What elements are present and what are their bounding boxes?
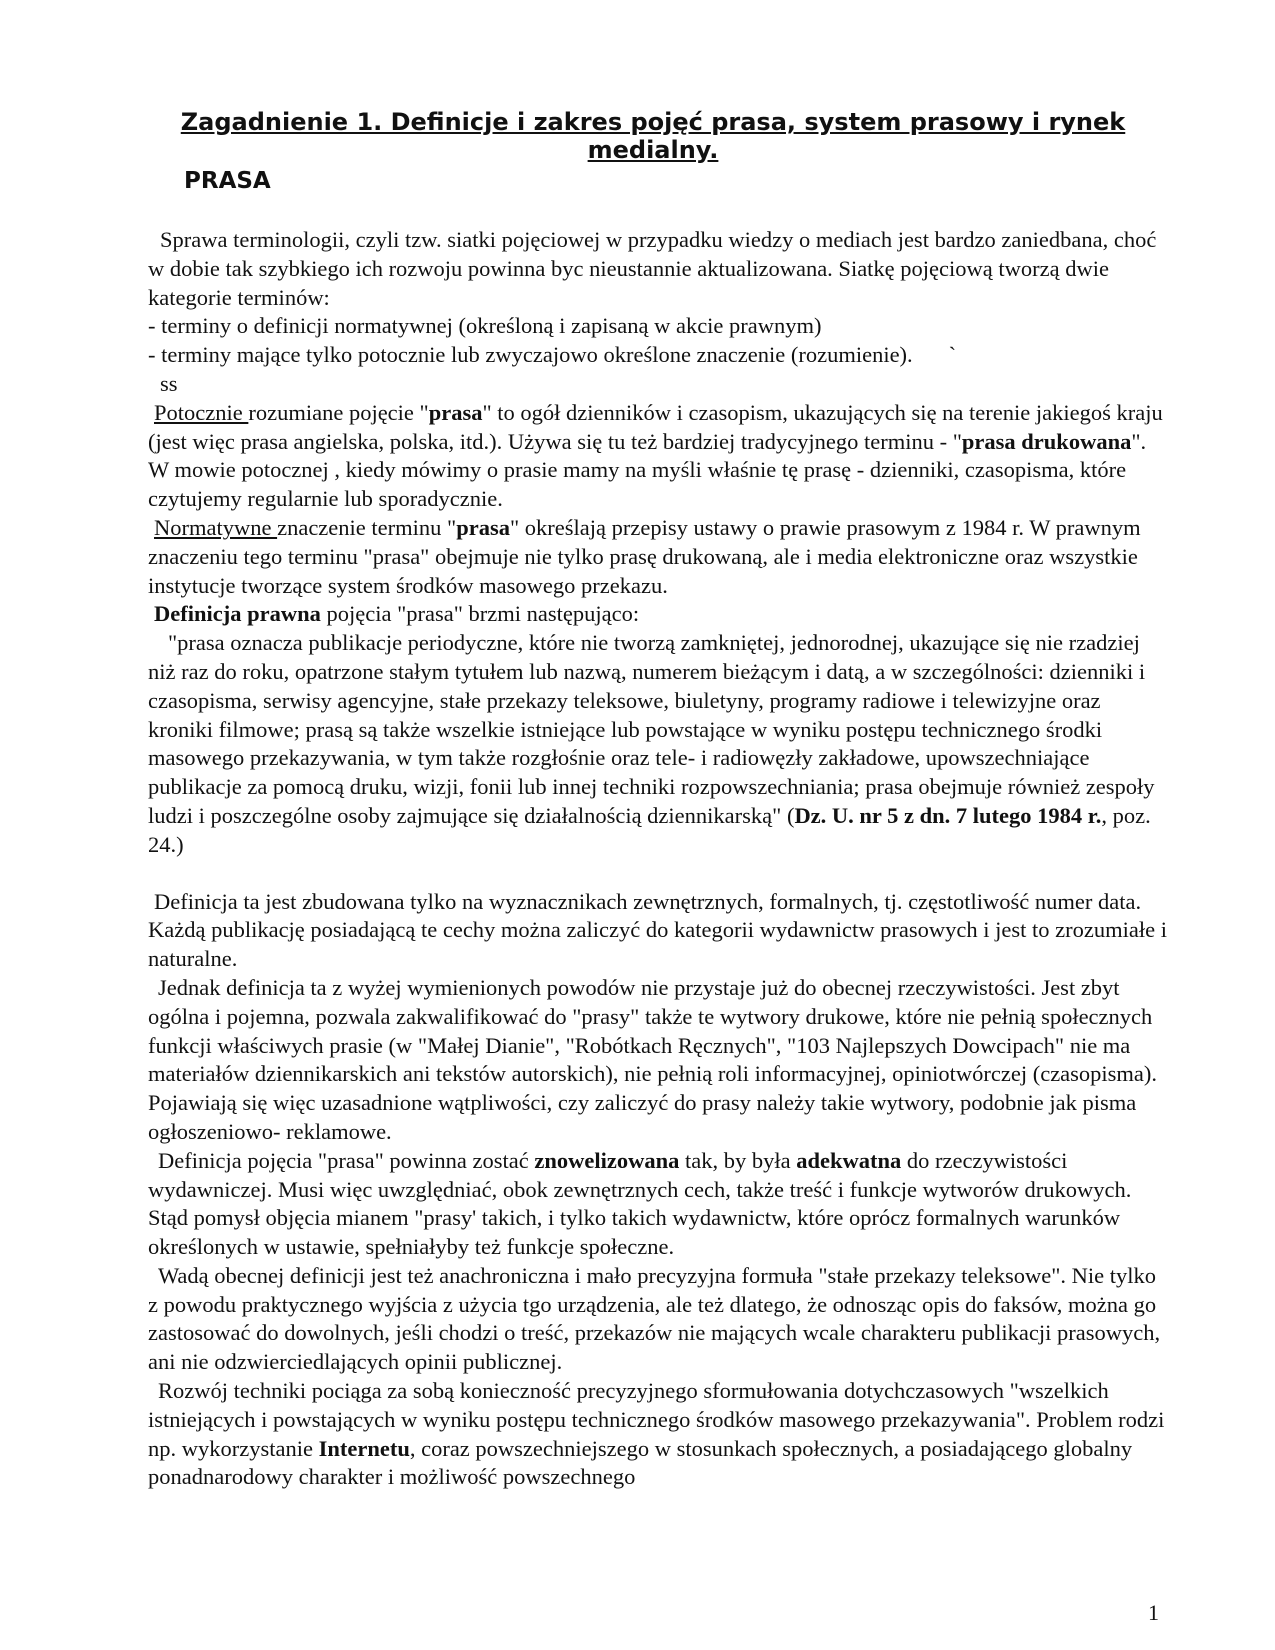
stray-text: ss	[160, 370, 178, 396]
section-heading: PRASA	[184, 168, 271, 194]
paragraph-wada: Wadą obecnej definicji jest też anachroniczna i mało precyzyjna formuła "stałe przekazy teleksowe". Nie tylko z powodu praktycznego wyjścia z użycia tgo urządzenia, ale też dlatego, że odnosząc opis do faksów, można go zastosować do dowolnych, jeśli chodzi o treść, przekazów nie mających wcale charakteru publikacji prasowych, ani nie odzwierciedlających opinii publicznej.	[148, 1262, 1161, 1375]
bold-term: prasa	[428, 399, 483, 425]
text-run: tak, by była	[679, 1147, 797, 1173]
text-run: "prasa oznacza publikacje periodyczne, które nie tworzą zamkniętej, jednorodnej, ukazujące się nie rzadziej niż raz do roku, opatrzone stałym tytułem lub nazwą, numerem bieżącym i datą, a w szczególności: dzienniki i czasopisma, serwisy agencyjne, stałe przekazy teleksowe, biuletyny, programy radiowe i telewizyjne oraz kroniki filmowe; prasą są także wszelkie istniejące lub powstające w wyniku postępu technicznego środki masowego przekazywania, w tym także rozgłośnie oraz tele- i radiowęzły zakładowe, upowszechniające publikacje za pomocą druku, wizji, fonii lub innej techniki rozpowszechniania; prasa obejmuje również zespoły ludzi i poszczególne osoby zajmujące się działalnością dziennikarską" (	[148, 630, 1155, 828]
document-body	[148, 226, 1168, 1492]
paragraph-normatywne	[148, 514, 1168, 600]
text-run: " to ogół dzienników i czasopism, ukazujących się na terenie jakiegoś kraju (jest więc prasa angielska, polska, itd.). Używa się tu też bardziej tradycyjnego terminu - "	[148, 399, 1163, 454]
bold-term: znowelizowana	[534, 1147, 680, 1173]
stray-mark: `	[948, 342, 957, 368]
legal-quote	[148, 629, 1168, 859]
list-item: - terminy o definicji normatywnej (określoną i zapisaną w akcie prawnym)	[148, 313, 822, 339]
list-item	[148, 341, 1168, 370]
text-run: , poz. 24.)	[148, 802, 1151, 857]
underlined-term: Potocznie	[154, 399, 249, 425]
text-run: Definicja pojęcia "prasa" powinna zostać	[158, 1147, 535, 1173]
bold-term: Definicja prawna	[154, 601, 321, 627]
text-run: " określają przepisy ustawy o prawie prasowym z 1984 r. W prawnym znaczeniu tego terminu "prasa" obejmuje nie tylko prasę drukowaną, ale i media elektroniczne oraz wszystkie instytucje tworzące system środków masowego przekazu.	[148, 514, 1141, 598]
paragraph-potocznie	[148, 399, 1168, 514]
paragraph-gap	[148, 860, 1168, 888]
paragraph-znowelizowana	[148, 1147, 1168, 1262]
bold-term: prasa	[456, 514, 510, 540]
text-run: do rzeczywistości wydawniczej. Musi więc uwzględniać, obok zewnętrznych cech, także treść i funkcje wytworów drukowych. Stąd pomysł objęcia mianem "prasy' takich, i tylko takich wydawnictw, które oprócz formalnych warunków określonych w ustawie, spełniałyby też funkcje społeczne.	[148, 1147, 1132, 1260]
text-run: Rozwój techniki pociąga za sobą konieczność precyzyjnego sformułowania dotychczasowych "wszelkich istniejących i powstających w wyniku postępu technicznego środków masowego przekazywania". Problem rodzi np. wykorzystanie	[148, 1378, 1165, 1461]
text-run: , coraz powszechniejszego w stosunkach społecznych, a posiadającego globalny ponadnarodowy charakter i możliwość powszechnego	[148, 1435, 1133, 1490]
bold-term: Internetu	[318, 1435, 410, 1461]
page-number: 1	[1148, 1600, 1159, 1625]
paragraph-jednak: Jednak definicja ta z wyżej wymienionych powodów nie przystaje już do obecnej rzeczywistości. Jest zbyt ogólna i pojemna, pozwala zakwalifikować do "prasy" także te wytwory drukowe, które nie pełnią społecznych funkcji właściwych prasie (w "Małej Dianie", "Robótkach Ręcznych", "103 Najlepszych Dowcipach" nie ma materiałów dziennikarskich ani tekstów autorskich), nie pełnią roli informacyjnej, opiniotwórczej (czasopisma). Pojawiają się więc uzasadnione wątpliwości, czy zaliczyć do prasy należy takie wytwory, podobnie jak pisma ogłoszeniowo- reklamowe.	[148, 974, 1158, 1144]
text-run: ". W mowie potocznej , kiedy mówimy o prasie mamy na myśli właśnie tę prasę - dzienniki, czasopisma, które czytujemy regularnie lub sporadycznie.	[148, 428, 1147, 512]
bold-term: prasa drukowana	[961, 428, 1132, 454]
paragraph-definicja-prawna	[148, 600, 1168, 629]
text-run: pojęcia "prasa" brzmi następująco:	[320, 601, 640, 627]
text-run: rozumiane pojęcie "	[248, 399, 429, 425]
underlined-term: Normatywne	[154, 514, 278, 540]
bold-citation: Dz. U. nr 5 z dn. 7 lutego 1984 r.	[794, 802, 1102, 828]
paragraph-terminology: Sprawa terminologii, czyli tzw. siatki pojęciowej w przypadku wiedzy o mediach jest bardzo zaniedbana, choć w dobie tak szybkiego ich rozwoju powinna byc nieustannie aktualizowana. Siatkę pojęciową tworzą dwie kategorie terminów:	[148, 227, 1157, 310]
paragraph-rozwoj	[148, 1377, 1168, 1492]
list-item-text: - terminy mające tylko potocznie lub zwyczajowo określone znaczenie (rozumienie).	[148, 342, 913, 368]
document-title: Zagadnienie 1. Definicje i zakres pojęć prasa, system prasowy i rynek medialny.	[180, 108, 1126, 164]
text-run: znaczenie terminu "	[277, 514, 457, 540]
paragraph-zbudowana: Definicja ta jest zbudowana tylko na wyznacznikach zewnętrznych, formalnych, tj. częstotliwość numer data. Każdą publikację posiadającą te cechy można zaliczyć do kategorii wydawnictw prasowych i jest to zrozumiałe i naturalne.	[148, 888, 1167, 972]
bold-term: adekwatna	[796, 1147, 902, 1173]
